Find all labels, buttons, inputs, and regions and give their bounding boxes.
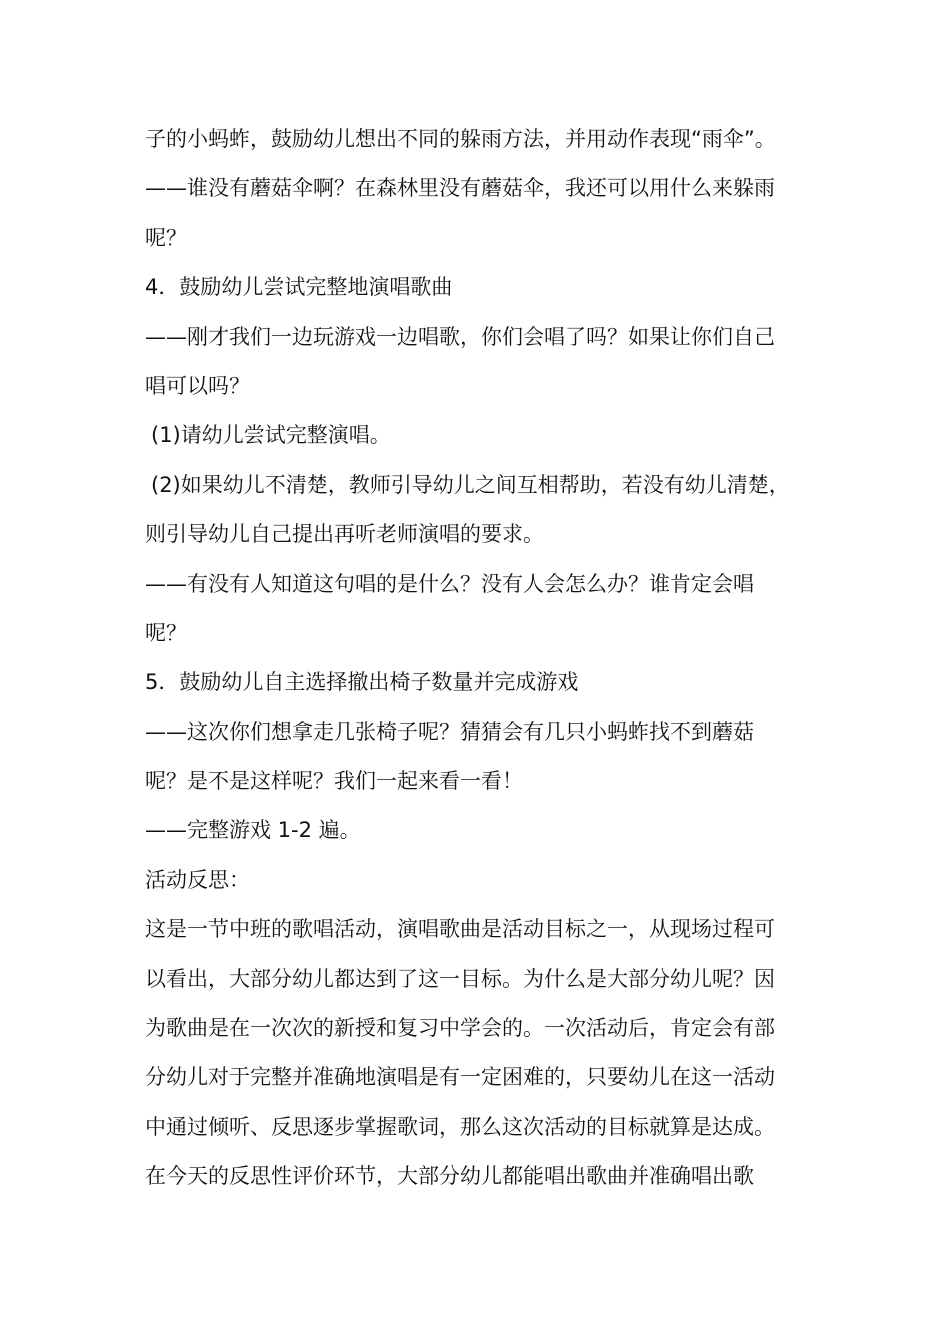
text-line: 唱可以吗？ [145,373,250,398]
section-heading: 4．鼓励幼儿尝试完整地演唱歌曲 [145,275,453,300]
text-line: 呢？ [145,620,187,645]
list-item: (2)如果幼儿不清楚，教师引导幼儿之间互相帮助，若没有幼儿清楚， [151,472,790,497]
text-line: 分幼儿对于完整并准确地演唱是有一定困难的，只要幼儿在这一活动 [145,1065,775,1090]
text-line: ——这次你们想拿走几张椅子呢？猜猜会有几只小蚂蚱找不到蘑菇 [145,719,754,744]
list-item: (1)请幼儿尝试完整演唱。 [151,423,391,448]
text-line: ——完整游戏 1-2 遍。 [145,818,361,843]
text-line: 呢？ [145,225,187,250]
text-line: 为歌曲是在一次次的新授和复习中学会的。一次活动后，肯定会有部 [145,1016,775,1041]
text-line: 呢？是不是这样呢？我们一起来看一看！ [145,769,523,794]
section-heading: 活动反思： [145,867,250,892]
text-line: 子的小蚂蚱，鼓励幼儿想出不同的躲雨方法，并用动作表现“雨伞”。 [145,127,776,151]
text-line: 以看出，大部分幼儿都达到了这一目标。为什么是大部分幼儿呢？因 [145,966,775,991]
text-line: 则引导幼儿自己提出再听老师演唱的要求。 [145,522,544,547]
text-line: 在今天的反思性评价环节，大部分幼儿都能唱出歌曲并准确唱出歌 [145,1164,754,1189]
text-line: ——谁没有蘑菇伞啊？在森林里没有蘑菇伞，我还可以用什么来躲雨 [145,176,775,201]
text-line: ——刚才我们一边玩游戏一边唱歌，你们会唱了吗？如果让你们自己 [145,324,775,349]
section-heading: 5．鼓励幼儿自主选择撤出椅子数量并完成游戏 [145,670,579,695]
text-line: 中通过倾听、反思逐步掌握歌词，那么这次活动的目标就算是达成。 [145,1114,775,1139]
text-line: ——有没有人知道这句唱的是什么？没有人会怎么办？谁肯定会唱 [145,571,754,596]
document-body [145,115,815,1202]
text-line: 这是一节中班的歌唱活动，演唱歌曲是活动目标之一，从现场过程可 [145,917,775,942]
